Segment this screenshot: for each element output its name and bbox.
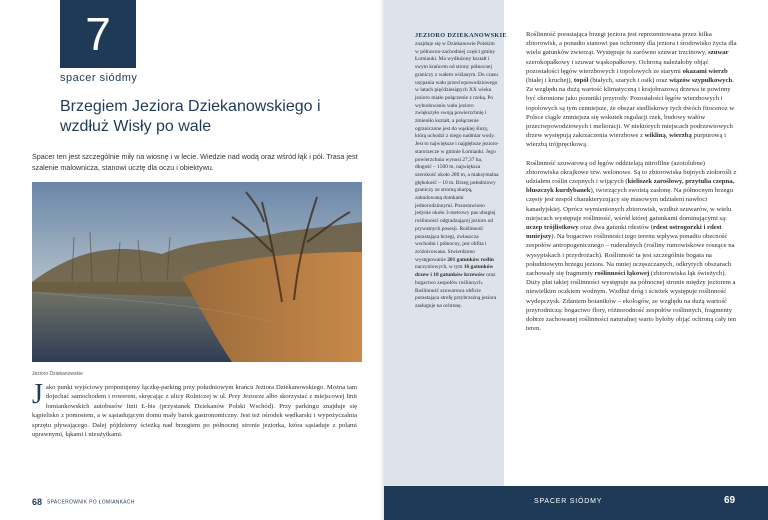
bold-term: wikliną xyxy=(644,132,666,140)
text-part: oraz dwa gatunki rdestów ( xyxy=(578,224,654,232)
text-part: purpurową i wierzbą trójpręcikową. xyxy=(526,132,727,149)
text-part: , xyxy=(665,132,670,140)
footer-walk-label: SPACER SIÓDMY xyxy=(534,498,603,505)
bold-term: roślinności łąkowej xyxy=(594,270,650,278)
right-page xyxy=(384,0,768,520)
text-part: (białej i kruchej), xyxy=(526,77,574,85)
bold-term: szuwar xyxy=(708,49,729,57)
footer-left xyxy=(32,497,135,507)
sidebar-text-part: znajduje się w Dziekanowie Polskim w północno-zachodniej części gminy Łomianki. Ma wydłużony kształt i swym krańcem od strony północnej graniczy z wałem wiślanym. Do czasu usypania wału przeciwpowodziowego w latach pięćdziesiątych XX wieku jezioro miało połączenie z rzeką. Po wybudowaniu wału jezioro zwiększyło swoją powierzchnię i zmieniło kształt, a połączenie ograniczone jest do wąskiej śluzy, którą uchodzi z niego nadmiar wody. Jest to największe i najgłębsze jezioro-starorzecze w gminie Łomianki. Jego powierzchnia wynosi 27,37 ha, długość – 1500 m, największa szerokość około 280 m, a maksymalna głębokość – 10 m. Brzeg południowy graniczy ze stromą skarpą, zabudowaną domkami jednorodzinnymi. Pozostawiono jedynie około 3-metrowy pas ubogiej roślinności odgradzającej jezioro od prywatnych posesji. Roślinność porastająca brzegi, zwłaszcza wschodni i północny, jest obfita i zróżnicowana. Stwierdzono występowanie xyxy=(415,41,499,263)
page-number-right: 69 xyxy=(724,495,736,506)
lake-photo-image xyxy=(32,182,362,362)
sidebar-heading: JEZIORO DZIEKANOWSKIE xyxy=(415,32,507,39)
bold-term: wierzbą xyxy=(669,132,692,140)
chapter-title: Brzegiem Jeziora Dziekanowskiego i wzdłuż Wisły po wale xyxy=(60,98,321,135)
footer-right xyxy=(384,486,768,520)
bold-term: topól xyxy=(573,77,589,85)
body-paragraph: ako punkt wyjściowy proponujemy łączkę-parking przy południowym krańcu Jeziora Dziekanowskiego. Można tam dojechać samochodem i rowerem, skręcając z ulicy Rolniczej w ul. Przy Jeziorze albo skorzystać z miejscowej linii łomiankowskich autobusów linii Ł-bis (przystanek Dziekanów Polski Wschód). Przy parkingu znajduje się kąpielisko z pomostem, a w sąsiadującym domu mały barek gastronomiczny. Jest też ośrodek wędkarski i wypożyczalnia sprzętu pływającego. Dalej pójdziemy ścieżką nad brzegiem po północnej stronie jeziorka, która sąsiaduje z polami uprawnymi, łąkami i nieużytkami. xyxy=(32,384,357,439)
text-part: ). Na bogactwo roślinności tego terenu wpływa ponadto obecność zespołów antropogenicznego – ruderalnych (rośliny rumowiskowe rosnące na wysypiskach i przydrożach). Roślinność ta jest szczególnie bogata na południowym brzegu jeziora. Na mniej uczęszczanych, odkrytych obszarach zachowały się fragmenty xyxy=(526,233,735,278)
photo-caption: Jezioro Dziekanowskie xyxy=(32,371,83,377)
walk-label: spacer siódmy xyxy=(60,72,138,84)
text-part: . Ze względu na dużą wartość klimatyczną i krajobrazową drzewa te powinny być chronione jako pomniki przyrody. Pozostałości łęgów wierzbowych i topolowych są tym cenniejsze, że obszar siedliskowy tych dwóch fitocenoz w Polsce ciągle zmniejsza się wskutek regulacji rzek, budowy wałów przeciwpowodziowych i melioracji. W niektórych miejscach podrzewiowych drzew występują zakrzaczenia wierzbowe z xyxy=(526,77,735,140)
paragraph-1 xyxy=(526,30,738,150)
text-part: (zbiorowiska łąk świeżych). Duży płat takiej roślinności występuje na północnej stronie między jeziorem a niewielkim oczkiem wodnym. Wzdłuż dróg i ścieżek występuje roślinność wydepczysk. Zdaniem botaników – ekologów, ze względu na dużą wartość przyrodniczą: bogactwo flory, różnorodność zespołów roślinnych, fragmenty dobrze zachowanej roślinności naturalnej warto byłoby objąć ochroną cały ten teren. xyxy=(526,270,737,333)
paragraph-2 xyxy=(526,159,738,334)
lake-photo xyxy=(32,182,362,362)
dropcap: J xyxy=(32,379,43,410)
page-number-left: 68 xyxy=(32,497,43,507)
sidebar-bold: 201 gatunków roślin xyxy=(447,256,494,263)
bold-term: okazami wierzb xyxy=(682,67,728,75)
sidebar-bold: 16 gatunków drzew i 18 gatunków krzewów xyxy=(415,264,494,279)
intro-text: Spacer ten jest szczególnie miły na wiosnę i w lecie. Wiedzie nad wodą oraz wśród łąk i pól. Trasa jest szalenie malownicza, stanowi ucztę dla oczu i obiektywu. xyxy=(32,152,358,172)
bold-term: uczep trójlistkowy xyxy=(526,224,579,232)
chapter-number: 7 xyxy=(60,0,136,68)
text-part: szerokopałkowy i szuwar wąskopałkowy. Ochroną należałoby objąć pozostałości łęgów wierzbowych i topolowych ze starymi xyxy=(526,58,709,75)
book-title: SPACEROWNIK PO ŁOMIANKACH xyxy=(47,499,135,506)
text-part: (białych, szarych i osik) oraz xyxy=(588,77,670,85)
sidebar-text-part: naczyniowych, w tym xyxy=(415,264,464,271)
text-part: Roślinność szuwarową od łęgów oddzielają nitrofilne (azotolubne) zbiorowiska okrajkowe tzw. welonowe. Są to zbiorowiska bujnych ziołorośli z udziałem roślin czepnych i wijących ( xyxy=(526,159,737,186)
sidebar-text xyxy=(415,41,499,311)
body-text-left xyxy=(32,379,357,439)
bold-term: kieliszek zaroślowy, przytulia czepna, bluszczyk kurdybanek xyxy=(526,178,735,195)
body-text-right xyxy=(526,30,738,343)
sidebar-text-part: oraz bogactwo zespołów roślinnych. Roślinność szuwarowa obficie porastająca strefę przybrzeżną jeziora zasługuje na ochronę. xyxy=(415,272,497,309)
bold-term: wiązów szypułkowych xyxy=(669,77,733,85)
text-part: ), tworzących swoistą zasłonę. Na północnym brzegu częsty jest zespół charakteryzujący się masowym udziałem nawłoci kanadyjskiej. Oprócz wymienionych zbiorowisk, wzdłuż szuwarów, w wielu miejscach występuje roślinność, wśród której gatunkami dominującymi są: xyxy=(526,187,734,222)
text-part: Roślinność porastająca brzegi jeziora jest reprezentowana przez kilka zbiorowisk, a ponadto stanowi pas ochronny dla jeziora i środowisko życia dla wielu gatunków zwierząt. Występuje tu zarówno szuwar trzcinowy, xyxy=(526,31,737,57)
bold-term: rdest ostrogorzki i rdest mniejszy xyxy=(526,224,722,241)
